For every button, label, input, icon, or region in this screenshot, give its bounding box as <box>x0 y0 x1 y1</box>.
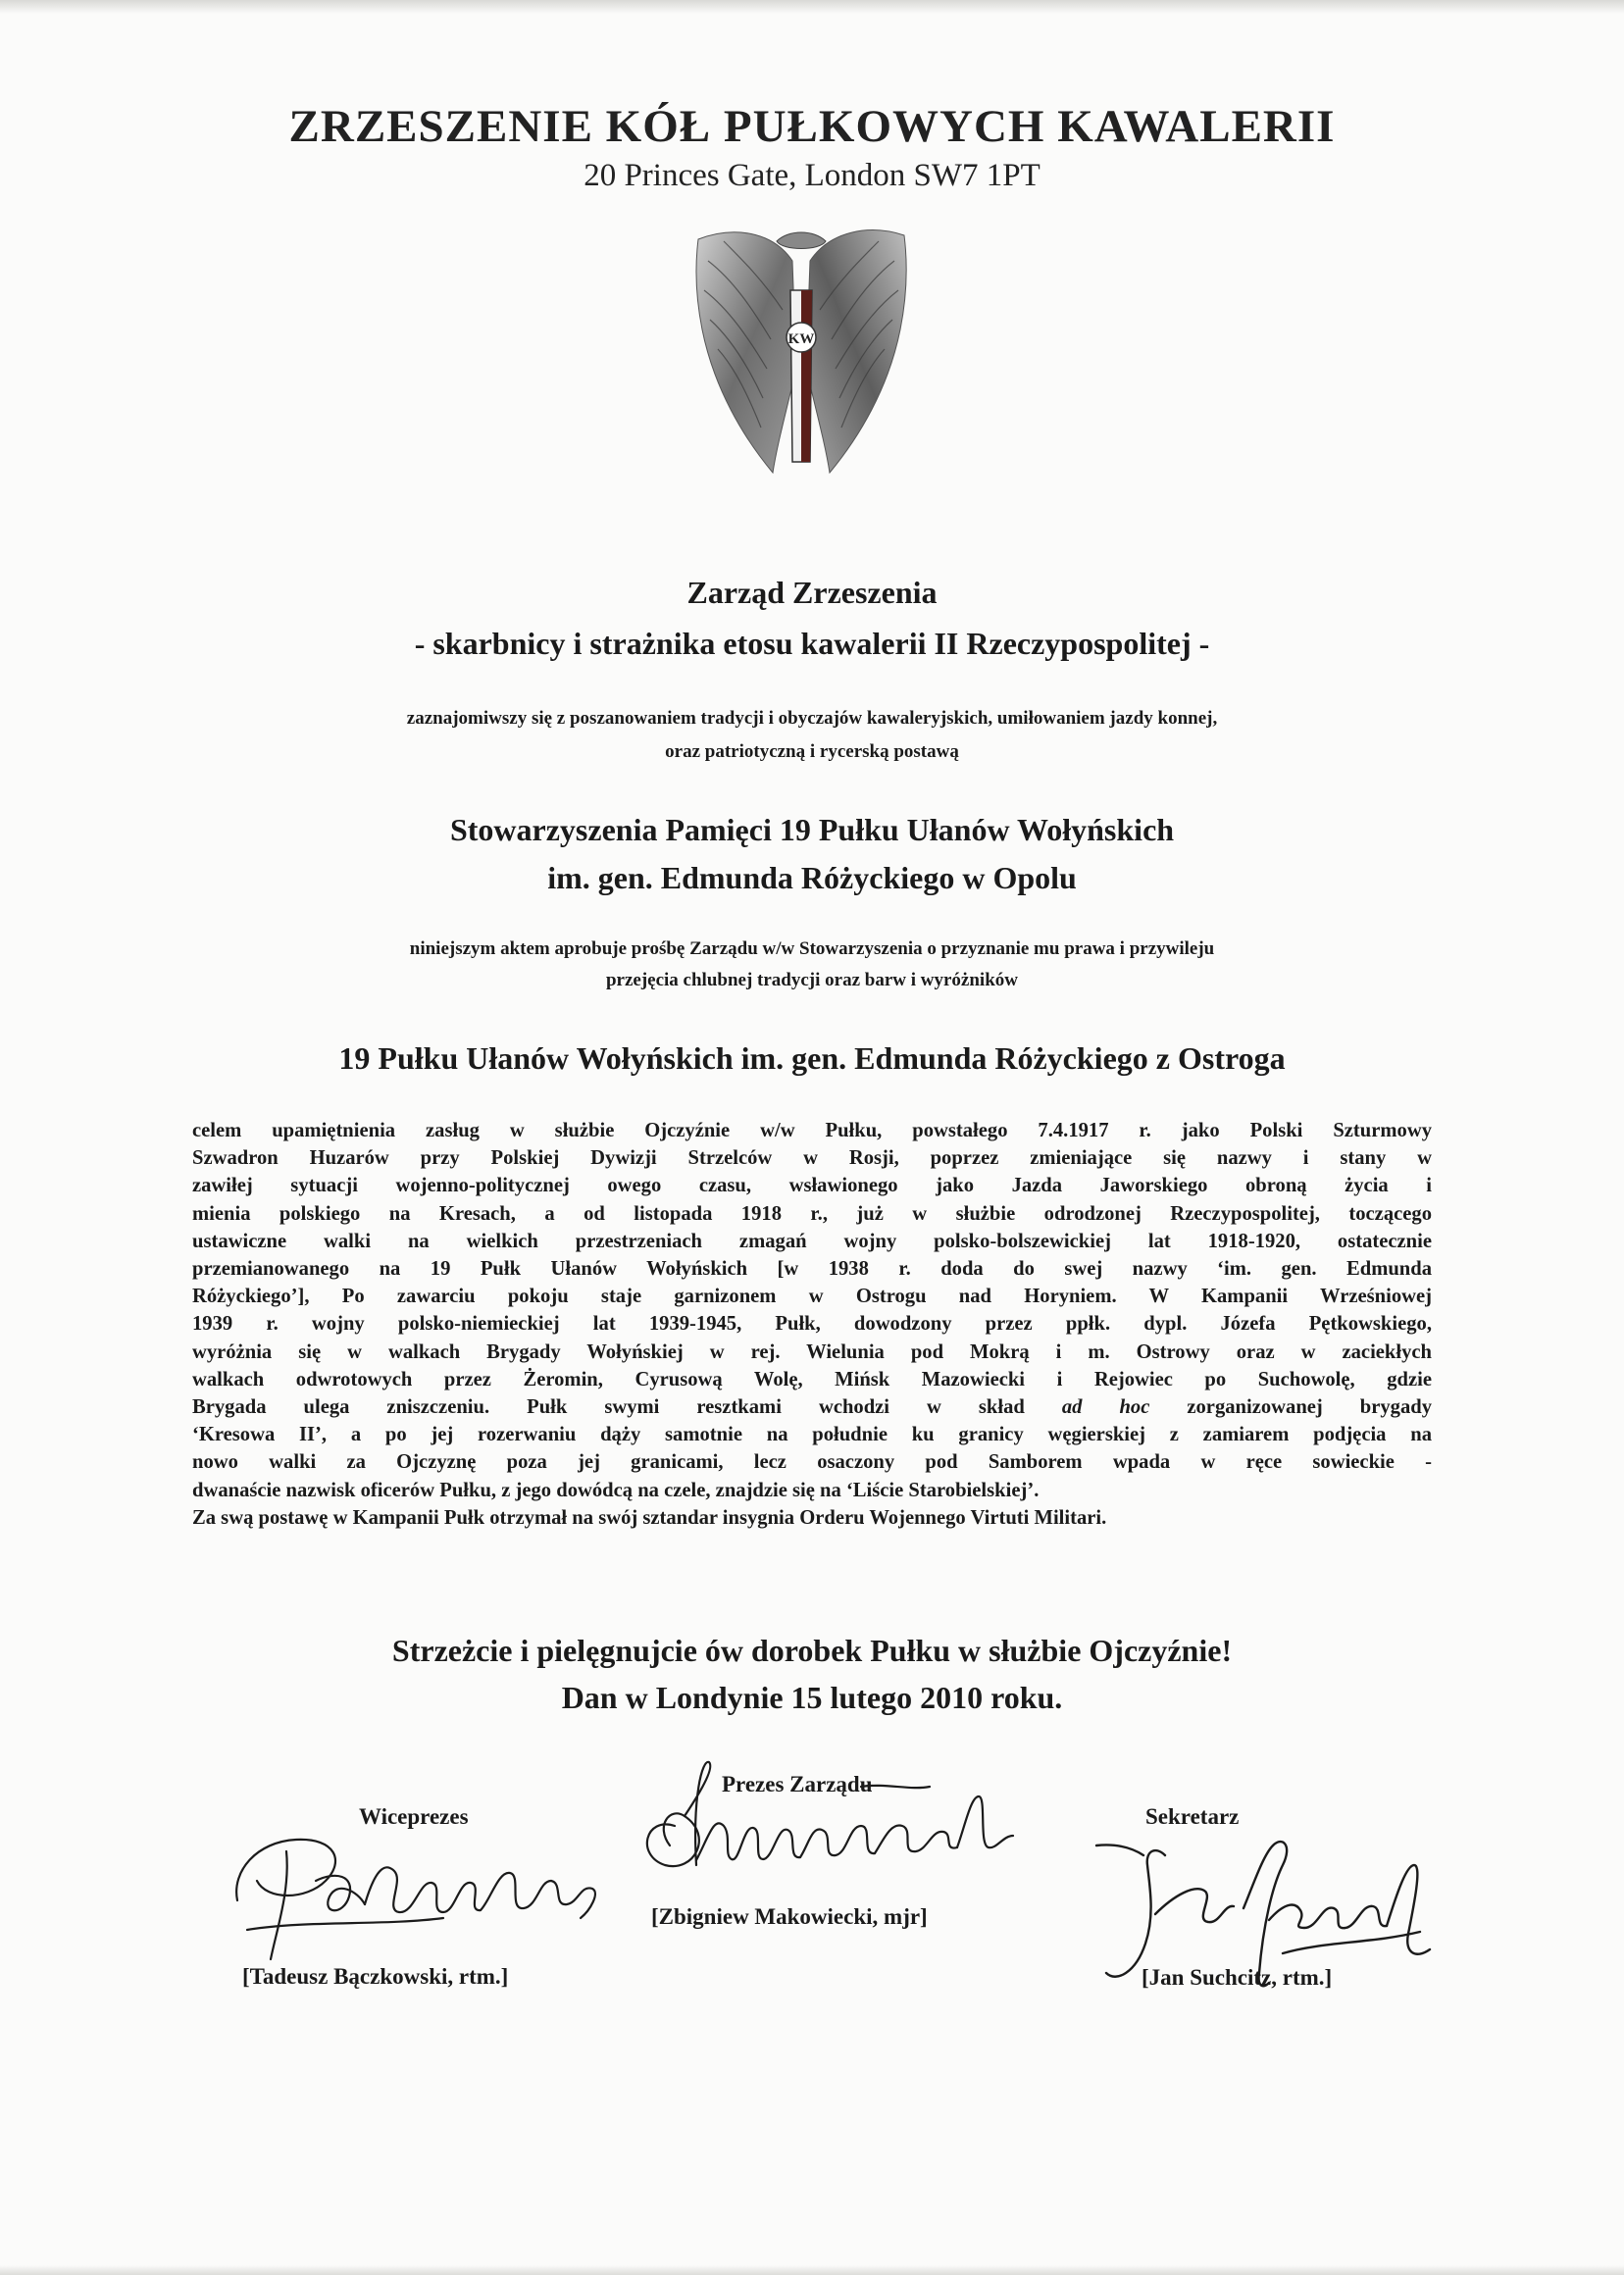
latin-phrase: ad hoc <box>1061 1396 1150 1419</box>
association-name-line-1: Stowarzyszenia Pamięci 19 Pułku Ułanów Wołyńskich <box>449 812 1175 847</box>
closing-motto: Strzeżcie i pielęgnujcie ów dorobek Pułku w służbie Ojczyźnie! <box>391 1633 1233 1668</box>
board-heading: Zarząd Zrzeszenia <box>686 575 938 610</box>
president-role: Prezes Zarządu <box>722 1772 873 1796</box>
history-line: dwanaście nazwisk oficerów Pułku, z jego dowódcą na czele, znajdzie się na ‘Liście Starobielskiej’. <box>192 1479 1040 1501</box>
board-subheading: - skarbnicy i strażnika etosu kawalerii II Rzeczypospolitej - <box>414 626 1210 661</box>
history-line: Brygada ulega zniszczeniu. Pułk swymi resztkami wchodzi w skład ad hoc zorganizowanej brygady <box>192 1396 1432 1419</box>
secretary-name: [Jan Suchcitz, rtm.] <box>1142 1965 1333 1990</box>
issue-date: Dan w Londynie 15 lutego 2010 roku. <box>561 1680 1063 1715</box>
history-line: Szwadron Huzarów przy Polskiej Dywizji Strzelców w Rosji, poprzez zmieniające się nazwy i stany w <box>192 1147 1432 1170</box>
history-line: walkach odwrotowych przez Żeromin, Cyrusową Wolę, Mińsk Mazowiecki i Rejowiec po Suchowolę, gdzie <box>192 1368 1432 1390</box>
vice-president-signature-icon <box>228 1812 620 1969</box>
history-line: nowo walki za Ojczyznę poza jej granicami, lecz osaczony pod Samborem wpada w ręce sowieckie - <box>192 1451 1432 1474</box>
approval-line-2: przejęcia chlubnej tradycji oraz barw i wyróżników <box>605 970 1019 990</box>
intro-line-1: zaznajomiwszy się z poszanowaniem tradycji i obyczajów kawaleryjskich, umiłowaniem jazdy konnej, <box>406 708 1218 729</box>
history-paragraph <box>192 1117 1432 1532</box>
approval-line-1: niniejszym aktem aprobuje prośbę Zarządu w/w Stowarzyszenia o przyznanie mu prawa i przywileju <box>409 938 1215 959</box>
association-name-line-2: im. gen. Edmunda Różyckiego w Opolu <box>547 860 1077 895</box>
scan-edge-bottom <box>0 2265 1624 2275</box>
vice-president-role: Wiceprezes <box>359 1804 469 1829</box>
regiment-name: 19 Pułku Ułanów Wołyńskich im. gen. Edmunda Różyckiego z Ostroga <box>338 1040 1286 1076</box>
secretary-role: Sekretarz <box>1145 1804 1240 1829</box>
scan-edge-top <box>0 0 1624 14</box>
intro-line-2: oraz patriotyczną i rycerską postawą <box>665 741 959 762</box>
history-line: wyróżnia się w walkach Brygady Wołyńskiej w rej. Wielunia pod Mokrą i m. Ostrowy oraz w zaciekłych <box>192 1340 1432 1363</box>
president-name: [Zbigniew Makowiecki, mjr] <box>651 1904 928 1929</box>
organization-title: ZRZESZENIE KÓŁ PUŁKOWYCH KAWALERII <box>288 101 1336 152</box>
history-line: celem upamiętnienia zasług w służbie Ojczyźnie w/w Pułku, powstałego 7.4.1917 r. jako Polski Szturmowy <box>192 1120 1432 1141</box>
emblem-monogram: KW <box>787 331 815 347</box>
history-line: przemianowanego na 19 Pułk Ułanów Wołyńskich [w 1938 r. doda do swej nazwy ‘im. gen. Edmunda <box>192 1258 1432 1281</box>
vice-president-name: [Tadeusz Bączkowski, rtm.] <box>242 1964 509 1989</box>
history-line: Za swą postawę w Kampanii Pułk otrzymał na swój sztandar insygnia Orderu Wojennego Virtuti Militari. <box>192 1506 1107 1529</box>
history-line: ‘Kresowa II’, a po jej rozerwaniu dąży samotnie na południe ku granicy węgierskiej z zamiarem podjęcia na <box>192 1424 1432 1446</box>
history-line: 1939 r. wojny polsko-niemieckiej lat 1939-1945, Pułk, dowodzony przez ppłk. dypl. Józefa Pętkowskiego, <box>192 1313 1432 1336</box>
organization-address: 20 Princes Gate, London SW7 1PT <box>584 158 1040 193</box>
history-line: Różyckiego’], Po zawarciu pokoju staje garnizonem w Ostrogu nad Horyniem. W Kampanii Wrześniowej <box>192 1286 1432 1308</box>
history-line: ustawiczne walki na wielkich przestrzeniach zmagań wojny polsko-bolszewickiej lat 1918-1920, ostatecznie <box>192 1230 1432 1252</box>
history-line: mienia polskiego na Kresach, a od listopada 1918 r., już w służbie odrodzonej Rzeczypospolitej, toczącego <box>192 1202 1432 1225</box>
history-line: zawiłej sytuacji wojenno-politycznej owego czasu, wsławionego jako Jazda Jaworskiego obroną życia i <box>192 1175 1432 1197</box>
cavalry-emblem-icon <box>694 222 908 477</box>
